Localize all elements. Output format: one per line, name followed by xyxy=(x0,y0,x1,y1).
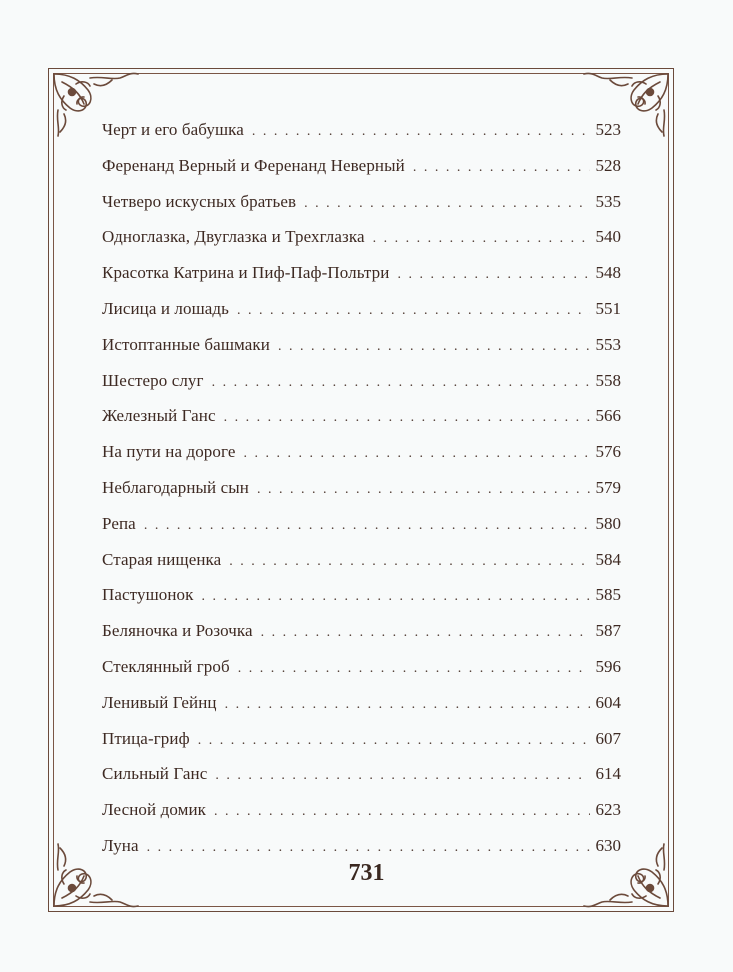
toc-entry-page: 587 xyxy=(595,621,621,641)
toc-entry-page: 579 xyxy=(595,477,621,497)
toc-entry-title: На пути на дороге xyxy=(102,442,236,462)
leader-dots xyxy=(397,257,589,293)
toc-entry-page: 551 xyxy=(595,298,621,318)
leader-dots xyxy=(237,293,589,329)
toc-entry-title: Одноглазка, Двуглазка и Трехглазка xyxy=(102,227,365,247)
toc-entry-title: Неблагодарный сын xyxy=(102,477,249,497)
toc-entry-page: 596 xyxy=(595,656,621,676)
toc-entry-title: Лесной домик xyxy=(102,800,207,820)
leader-dots xyxy=(261,615,590,651)
leader-dots xyxy=(413,150,590,186)
toc-entry-title: Птица-гриф xyxy=(102,728,190,748)
toc-entry[interactable] xyxy=(102,649,621,685)
leader-dots xyxy=(214,794,589,830)
toc-entry-page: 576 xyxy=(595,442,621,462)
toc-entry[interactable] xyxy=(102,542,621,578)
leader-dots xyxy=(215,758,589,794)
toc-entry[interactable] xyxy=(102,506,621,542)
leader-dots xyxy=(373,221,590,257)
leader-dots xyxy=(212,365,590,401)
toc-entry-title: Сильный Ганс xyxy=(102,764,208,784)
toc-entry-page: 584 xyxy=(595,549,621,569)
toc-entry-page: 607 xyxy=(595,728,621,748)
toc-entry[interactable] xyxy=(102,112,621,148)
toc-entry-title: Ференанд Верный и Ференанд Неверный xyxy=(102,155,405,175)
toc-entry-page: 585 xyxy=(595,585,621,605)
leader-dots xyxy=(257,472,590,508)
toc-entry[interactable] xyxy=(102,470,621,506)
toc-entry-title: Пастушонок xyxy=(102,585,194,605)
leader-dots xyxy=(304,186,589,222)
toc-entry-title: Старая нищенка xyxy=(102,549,222,569)
toc-entry-page: 580 xyxy=(595,513,621,533)
table-of-contents xyxy=(102,112,621,864)
leader-dots xyxy=(225,687,590,723)
toc-entry[interactable] xyxy=(102,255,621,291)
toc-entry-page: 528 xyxy=(595,155,621,175)
toc-entry-title: Красотка Катрина и Пиф-Паф-Польтри xyxy=(102,263,390,283)
toc-entry[interactable] xyxy=(102,184,621,220)
toc-entry-title: Ленивый Гейнц xyxy=(102,692,217,712)
toc-entry-page: 558 xyxy=(595,370,621,390)
toc-entry[interactable] xyxy=(102,434,621,470)
toc-entry[interactable] xyxy=(102,363,621,399)
leader-dots xyxy=(144,508,590,544)
toc-entry-page: 566 xyxy=(595,406,621,426)
page-number: 731 xyxy=(348,860,385,886)
toc-entry[interactable] xyxy=(102,828,621,864)
toc-entry-page: 614 xyxy=(595,764,621,784)
toc-entry[interactable] xyxy=(102,577,621,613)
leader-dots xyxy=(238,651,590,687)
toc-entry-page: 604 xyxy=(595,692,621,712)
toc-entry-page: 553 xyxy=(595,334,621,354)
toc-entry-page: 523 xyxy=(595,120,621,139)
leader-dots xyxy=(198,723,590,759)
toc-entry[interactable] xyxy=(102,721,621,757)
toc-entry-title: Железный Ганс xyxy=(102,406,216,426)
toc-entry[interactable] xyxy=(102,756,621,792)
toc-entry[interactable] xyxy=(102,291,621,327)
toc-entry-title: Репа xyxy=(102,513,136,533)
toc-entry-title: Четверо искусных братьев xyxy=(102,191,297,211)
toc-entry[interactable] xyxy=(102,219,621,255)
leader-dots xyxy=(252,114,590,150)
toc-entry-page: 535 xyxy=(595,191,621,211)
toc-entry-title: Черт и его бабушка xyxy=(102,120,244,139)
toc-entry-page: 630 xyxy=(595,835,621,855)
leader-dots xyxy=(278,329,590,365)
toc-entry-title: Шестеро слуг xyxy=(102,370,204,390)
toc-entry[interactable] xyxy=(102,613,621,649)
toc-entry-title: Луна xyxy=(102,835,139,855)
toc-entry[interactable] xyxy=(102,148,621,184)
leader-dots xyxy=(224,400,590,436)
toc-entry-title: Лисица и лошадь xyxy=(102,298,230,318)
toc-entry-page: 540 xyxy=(595,227,621,247)
toc-entry[interactable] xyxy=(102,398,621,434)
toc-entry[interactable] xyxy=(102,685,621,721)
leader-dots xyxy=(243,436,589,472)
toc-entry-title: Беляночка и Розочка xyxy=(102,621,253,641)
toc-entry-page: 548 xyxy=(595,263,621,283)
toc-entry-page: 623 xyxy=(595,800,621,820)
leader-dots xyxy=(202,579,590,615)
toc-entry-title: Стеклянный гроб xyxy=(102,656,230,676)
toc-entry[interactable] xyxy=(102,327,621,363)
toc-entry[interactable] xyxy=(102,792,621,828)
toc-entry-title: Истоптанные башмаки xyxy=(102,334,270,354)
leader-dots xyxy=(229,544,589,580)
